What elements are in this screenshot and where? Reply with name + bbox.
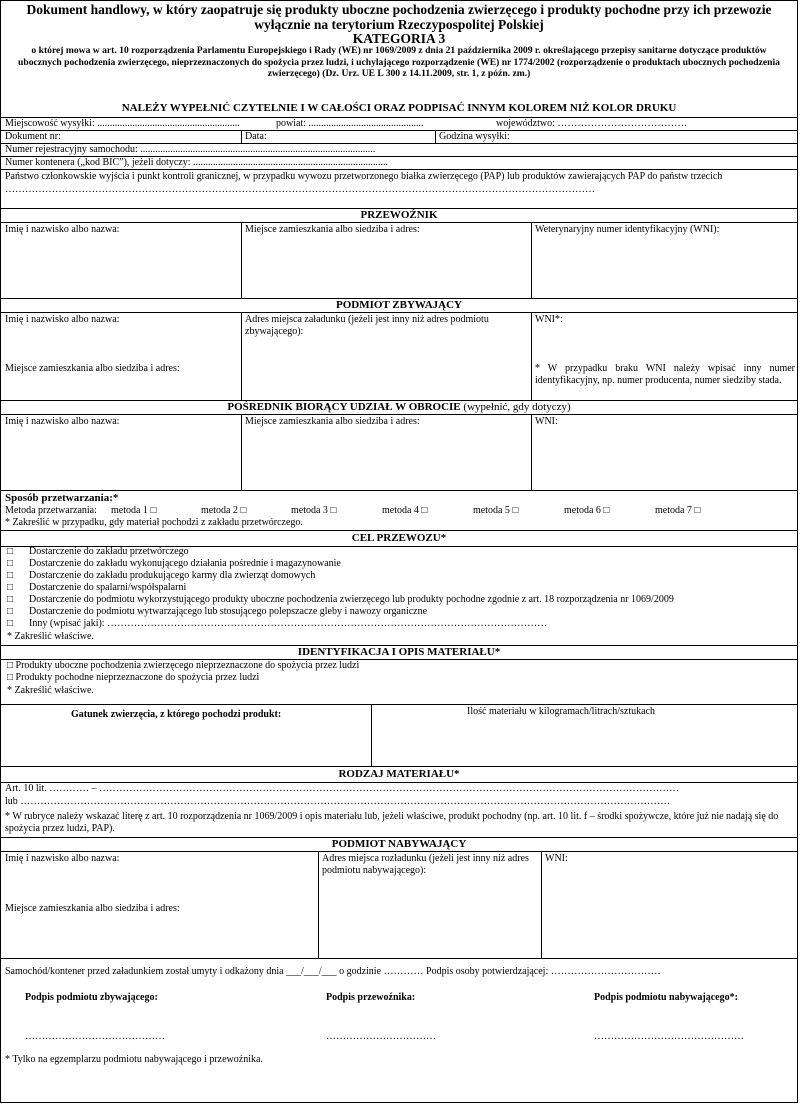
carrier-heading: PRZEWOŹNIK [360,209,438,221]
method-1-checkbox[interactable]: metoda 1 □ [111,505,157,516]
checkbox[interactable]: □ [7,594,14,605]
dispatch-time-field[interactable]: Godzina wysyłki: [439,131,510,142]
material-heading: IDENTYFIKACJA I OPIS MATERIAŁU* [297,646,501,658]
kind-heading: RODZAJ MATERIAŁU* [338,768,460,780]
container-number-field[interactable]: Numer kontenera („kod BIC”), jeżeli dotyczy: .............................................................................. [5,157,388,168]
acquirer-signature-field[interactable]: ……………………………………… [594,1031,744,1042]
district-field[interactable]: powiat: .............................................. [276,118,424,129]
vehicle-registration-field[interactable]: Numer rejestracyjny samochodu: .............................................................................................. [5,144,376,155]
kind-article-field[interactable]: Art. 10 lit. ………… – ………………………………………………………………………………………………………………………………………………………… [5,783,680,794]
material-note: * Zakreślić właściwe. [7,685,94,696]
intermediary-heading-row [1,401,797,414]
acquirer-name-field[interactable]: Imię i nazwisko albo nazwa: [5,853,120,864]
material-option-derived[interactable]: □ Produkty pochodne nieprzeznaczone do spożycia przez ludzi [7,672,260,683]
document-number-field[interactable]: Dokument nr: [5,131,61,142]
category-label: KATEGORIA 3 [352,31,446,46]
species-field[interactable]: Gatunek zwierzęcia, z którego pochodzi produkt: [71,709,282,720]
carrier-name-field[interactable]: Imię i nazwisko albo nazwa: [5,224,120,235]
divider [1,130,797,131]
disposer-name-field[interactable]: Imię i nazwisko albo nazwa: [5,314,120,325]
processing-heading: Sposób przetwarzania:* [5,492,119,504]
disposer-signature-label: Podpis podmiotu zbywającego: [25,992,158,1003]
divider [1,169,797,170]
purpose-option-intermediate[interactable]: □ Dostarczenie do zakładu wykonującego działania pośrednie i magazynowanie [7,558,341,569]
disposer-heading: PODMIOT ZBYWAJĄCY [335,299,462,311]
method-3-checkbox[interactable]: metoda 3 □ [291,505,337,516]
disinfection-confirmation-field[interactable]: Samochód/kontener przed załadunkiem został umyty i odkażony dnia ___/___/___ o godzinie ………… Podpis osoby potwierdzającej: …………………………… [5,966,661,977]
disposer-signature-field[interactable]: …………………………………… [25,1031,165,1042]
disposer-wni-field[interactable]: WNI*: [535,314,563,325]
purpose-option-art18[interactable]: □ Dostarczenie do podmiotu wykorzystującego produkty uboczne pochodzenia zwierzęcego lub produkty pochodne zgodnie z art. 18 rozporządzenia nr 1069/2009 [7,594,674,605]
intermediary-heading-note: (wypełnić, gdy dotyczy) [463,401,571,413]
checkbox[interactable]: □ [7,558,14,569]
carrier-signature-label: Podpis przewoźnika: [326,992,416,1003]
purpose-option-incineration[interactable]: □ Dostarczenie do spalarni/współspalarni [7,582,187,593]
checkbox[interactable]: □ [7,618,14,629]
purpose-note: * Zakreślić właściwe. [7,631,94,642]
date-field[interactable]: Data: [245,131,267,142]
purpose-option-other[interactable]: □ Inny (wpisać jaki): …………………………………………………………………………………………………………………… [7,618,548,629]
intermediary-wni-field[interactable]: WNI: [535,416,558,427]
checkbox[interactable]: □ [7,570,14,581]
border-control-field[interactable]: …………………………………………………………………………………………………………………………………………………………… [5,184,595,195]
checkbox[interactable]: □ [7,582,14,593]
legal-basis: o której mowa w art. 10 rozporządzenia Parlamentu Europejskiego i Rady (WE) nr 1069/2009 z dnia 21 października 2009 r. określającego przepisy sanitarne dotyczące produktów ubocznych pochodzenia zwierzęcego, nieprzeznaczonych do spożycia przez ludzi, i uchylającego rozporządzenie (WE) nr 1774/2002 (rozporządzenie o produktach ubocznych pochodzenia zwierzęcego) (Dz. Urz. UE L 300 z 14.11.2009, str. 1, z późn. zm.) [18,45,780,79]
material-option-byproducts[interactable]: □ Produkty uboczne pochodzenia zwierzęcego nieprzeznaczone do spożycia przez ludzi [7,660,360,671]
acquirer-heading: PODMIOT NABYWAJĄCY [331,838,467,850]
acquirer-address-field[interactable]: Miejsce zamieszkania albo siedziba i adres: [5,903,180,914]
processing-note: * Zakreślić w przypadku, gdy materiał pochodzi z zakładu przetwórczego. [5,517,303,528]
method-5-checkbox[interactable]: metoda 5 □ [473,505,519,516]
acquirer-signature-label: Podpis podmiotu nabywającego*: [594,992,738,1003]
intermediary-address-field[interactable]: Miejsce zamieszkania albo siedziba i adres: [245,416,420,427]
fill-instruction: NALEŻY WYPEŁNIĆ CZYTELNIE I W CAŁOŚCI ORAZ PODPISAĆ INNYM KOLOREM NIŻ KOLOR DRUKU [121,102,677,114]
purpose-option-fertilizer[interactable]: □ Dostarczenie do podmiotu wytwarzającego lub stosującego polepszacze gleby i nawozy organiczne [7,606,428,617]
intermediary-heading: POŚREDNIK BIORĄCY UDZIAŁ W OBROCIE [227,401,461,413]
carrier-signature-field[interactable]: …………………………… [326,1031,436,1042]
acquirer-unloading-address-field[interactable]: Adres miejsca rozładunku (jeżeli jest inny niż adres podmiotu nabywającego): [322,853,529,876]
checkbox[interactable]: □ [7,546,14,557]
checkbox[interactable]: □ [7,606,14,617]
document-title: Dokument handlowy, w który zaopatruje się produkty uboczne pochodzenia zwierzęcego i produkty pochodne przy ich przewozie wyłącznie na terytorium Rzeczypospolitej Polskiej [26,2,772,32]
border-control-label: Państwo członkowskie wyjścia i punkt kontroli granicznej, w przypadku wywozu przetworzonego białka zwierzęcego (PAP) lub produktów zawierających PAP do państw trzecich [5,171,723,182]
method-6-checkbox[interactable]: metoda 6 □ [564,505,610,516]
disposer-loading-address-field[interactable]: Adres miejsca załadunku (jeżeli jest inny niż adres podmiotu zbywającego): [245,314,489,337]
voivodeship-field[interactable]: województwo: ………………………………… [496,118,688,129]
disposer-address-field[interactable]: Miejsce zamieszkania albo siedziba i adres: [5,363,180,374]
disposer-wni-note: * W przypadku braku WNI należy wpisać inny numer identyfikacyjny, np. numer producenta, numer siedziby stada. [535,363,795,386]
shipment-place-field[interactable]: Miejscowość wysyłki: ......................................................... [5,118,240,129]
purpose-heading: CEL PRZEWOZU* [351,532,447,544]
carrier-vet-id-field[interactable]: Weterynaryjny numer identyfikacyjny (WNI): [535,224,720,235]
carrier-address-field[interactable]: Miejsce zamieszkania albo siedziba i adres: [245,224,420,235]
method-7-checkbox[interactable]: metoda 7 □ [655,505,701,516]
purpose-option-processing[interactable]: □ Dostarczenie do zakładu przetwórczego [7,546,189,557]
processing-method-label: Metoda przetwarzania: [5,505,97,516]
purpose-option-petfood[interactable]: □ Dostarczenie do zakładu produkującego karmy dla zwierząt domowych [7,570,316,581]
method-2-checkbox[interactable]: metoda 2 □ [201,505,247,516]
quantity-field[interactable]: Ilość materiału w kilogramach/litrach/sztukach [467,706,655,717]
footer-note: * Tylko na egzemplarzu podmiotu nabywającego i przewoźnika. [5,1054,263,1065]
intermediary-name-field[interactable]: Imię i nazwisko albo nazwa: [5,416,120,427]
acquirer-wni-field[interactable]: WNI: [545,853,568,864]
method-4-checkbox[interactable]: metoda 4 □ [382,505,428,516]
kind-note: * W rubryce należy wskazać literę z art. 10 rozporządzenia nr 1069/2009 i opis materiału lub, jeżeli właściwe, produkt pochodny (np. art. 10 lit. f – środki spożywcze, które już nie nadają się do spożycia przez ludzi, PAP). [5,811,779,834]
kind-alt-field[interactable]: lub …………………………………………………………………………………………………………………………………………………………………………… [5,796,671,807]
